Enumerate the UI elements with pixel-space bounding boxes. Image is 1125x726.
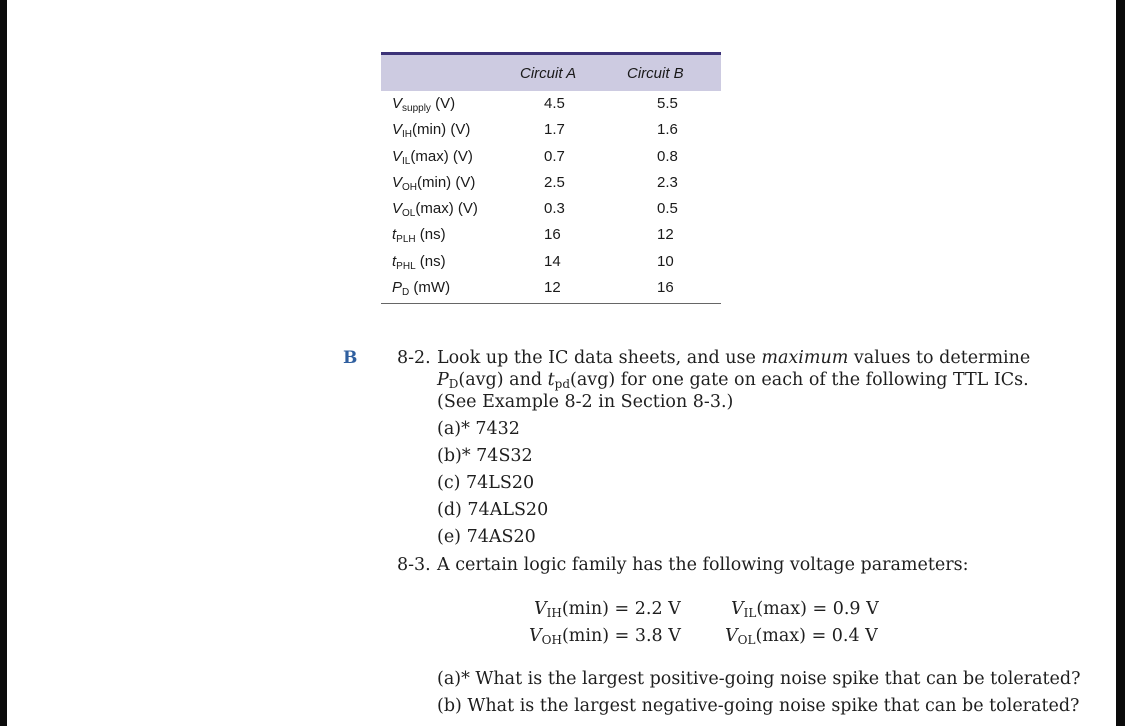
table-row	[381, 249, 721, 275]
row-label-unit: (min) (V)	[417, 173, 476, 191]
circuit-a-value: 12	[544, 279, 561, 297]
table-row	[381, 144, 721, 170]
eq-subscript: OL	[737, 633, 756, 647]
circuit-a-value: 4.5	[544, 95, 565, 112]
circuit-b-value: 10	[657, 252, 674, 270]
problem-8-2-line1-end: values to determine	[848, 348, 1031, 368]
row-label-symbol: V	[392, 173, 403, 191]
eq-subscript: OH	[541, 633, 562, 647]
pd-subscript: D	[448, 377, 459, 391]
problem-8-2-line2	[437, 370, 1029, 391]
circuit-b-value: 12	[657, 226, 674, 244]
row-label	[392, 148, 473, 167]
eq-symbol: V	[534, 599, 547, 619]
table-body	[381, 91, 721, 301]
problem-8-2-item-a: (a)* 7432	[437, 419, 520, 439]
circuit-b-value: 5.5	[657, 95, 678, 112]
circuit-a-value: 2.5	[544, 173, 565, 191]
circuit-b-value: 0.5	[657, 200, 678, 218]
equation-voh	[529, 626, 681, 647]
row-label-unit: (min) (V)	[412, 121, 471, 139]
eq-symbol: V	[725, 626, 738, 646]
row-label-subscript: IL	[402, 155, 411, 167]
problem-8-2-line2-mid: (avg) and	[458, 370, 548, 390]
equation-vol	[725, 626, 878, 647]
problem-8-2-line2-end: (avg) for one gate on each of the following TTL ICs.	[570, 370, 1029, 390]
row-label-symbol: P	[392, 279, 403, 297]
table-header	[381, 52, 721, 91]
row-label-subscript: OL	[402, 208, 416, 220]
circuit-a-value: 0.7	[544, 147, 565, 165]
problem-8-3-question-b: (b) What is the largest negative-going noise spike that can be tolerated?	[437, 696, 1080, 716]
row-label-subscript: IH	[402, 129, 413, 141]
circuit-b-value: 0.8	[657, 147, 678, 165]
equation-vil	[731, 599, 879, 620]
row-label-symbol: V	[392, 147, 403, 165]
circuit-a-value: 14	[544, 252, 561, 270]
circuit-b-value: 16	[657, 279, 674, 297]
problem-8-2-item-e: (e) 74AS20	[437, 527, 536, 547]
row-label-unit: (ns)	[415, 226, 446, 244]
problem-8-2-item-c: (c) 74LS20	[437, 473, 535, 493]
row-label-subscript: PHL	[396, 260, 416, 272]
row-label-unit: (V)	[430, 95, 456, 112]
row-label	[392, 95, 455, 114]
row-label-unit: (mW)	[409, 279, 451, 297]
table-row	[381, 117, 721, 143]
row-label-subscript: D	[402, 287, 410, 299]
table-row	[381, 91, 721, 117]
tpd-subscript: pd	[554, 377, 571, 391]
circuit-b-value: 2.3	[657, 173, 678, 191]
equation-vih	[534, 599, 681, 620]
circuit-a-value: 1.7	[544, 121, 565, 139]
table-row	[381, 196, 721, 222]
problem-number-8-3: 8-3.	[397, 555, 431, 575]
column-header-circuit-a: Circuit A	[520, 65, 577, 82]
eq-subscript: IH	[546, 606, 562, 620]
problem-8-2-emphasis: maximum	[761, 348, 849, 368]
row-label	[392, 174, 475, 193]
table-bottom-rule	[381, 303, 721, 304]
circuit-b-value: 1.6	[657, 121, 678, 139]
pd-symbol: P	[437, 370, 449, 390]
column-header-circuit-b: Circuit B	[627, 65, 684, 82]
row-label-subscript: PLH	[396, 234, 416, 246]
section-marker: B	[343, 348, 358, 368]
eq-value: (max) = 0.9 V	[756, 599, 879, 619]
circuit-a-value: 16	[544, 226, 561, 244]
row-label	[392, 226, 446, 245]
problem-8-3-question-a: (a)* What is the largest positive-going noise spike that can be tolerated?	[437, 669, 1081, 689]
row-label	[392, 121, 470, 140]
eq-symbol: V	[731, 599, 744, 619]
row-label-subscript: supply	[402, 103, 431, 114]
problem-8-2-line1	[437, 348, 1030, 368]
eq-symbol: V	[529, 626, 542, 646]
circuit-comparison-table	[381, 52, 721, 304]
row-label	[392, 253, 446, 272]
row-label-unit: (max) (V)	[410, 147, 473, 165]
problem-8-2-item-d: (d) 74ALS20	[437, 500, 549, 520]
row-label-symbol: t	[392, 226, 397, 244]
circuit-a-value: 0.3	[544, 200, 565, 218]
table-row	[381, 275, 721, 301]
table-row	[381, 170, 721, 196]
row-label-symbol: V	[392, 200, 403, 218]
row-label-symbol: V	[392, 121, 403, 139]
row-label-symbol: V	[392, 95, 403, 112]
problem-8-2-line3: (See Example 8-2 in Section 8-3.)	[437, 392, 734, 412]
tpd-symbol: t	[547, 370, 555, 390]
eq-value: (min) = 2.2 V	[561, 599, 681, 619]
row-label	[392, 200, 478, 219]
row-label-subscript: OH	[402, 181, 418, 193]
problem-8-2-item-b: (b)* 74S32	[437, 446, 533, 466]
row-label-symbol: t	[392, 252, 397, 270]
eq-value: (max) = 0.4 V	[755, 626, 878, 646]
row-label-unit: (max) (V)	[415, 200, 478, 218]
problem-number-8-2: 8-2.	[397, 348, 431, 368]
problem-8-3-text: A certain logic family has the following voltage parameters:	[437, 555, 969, 575]
eq-subscript: IL	[743, 606, 757, 620]
problem-8-2-line1-start: Look up the IC data sheets, and use	[437, 348, 762, 368]
table-row	[381, 222, 721, 248]
eq-value: (min) = 3.8 V	[561, 626, 681, 646]
row-label	[392, 279, 450, 298]
row-label-unit: (ns)	[415, 252, 446, 270]
